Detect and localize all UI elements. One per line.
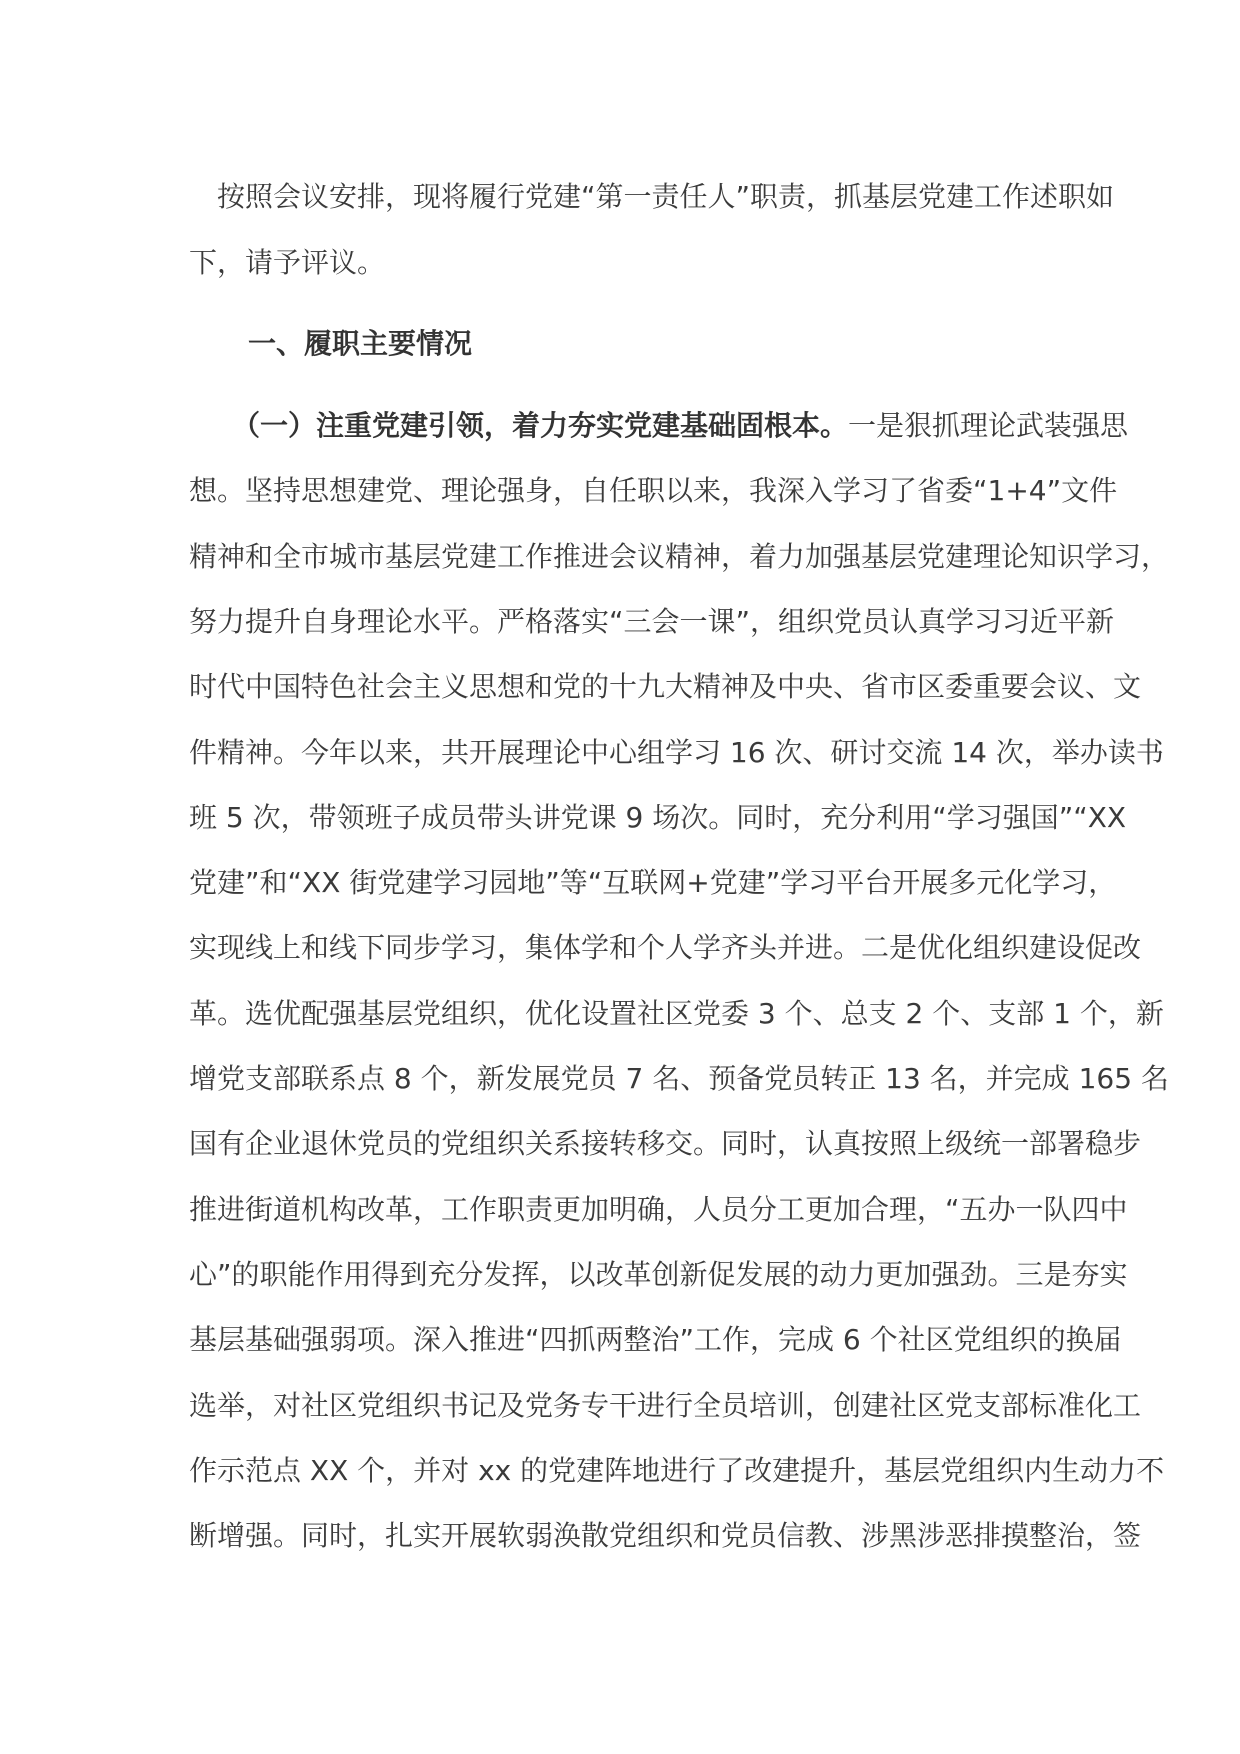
body-line: 班 5 次，带领班子成员带头讲党课 9 场次。同时，充分利用“学习强国”“XX <box>189 800 1127 834</box>
intro-line: 下，请予评议。 <box>189 246 386 279</box>
body-line: 推进街道机构改革，工作职责更加明确，人员分工更加合理，“五办一队四中 <box>189 1192 1128 1226</box>
body-line: 基层基础强弱项。深入推进“四抓两整治”工作，完成 6 个社区党组织的换届 <box>189 1323 1122 1357</box>
body-line: 断增强。同时，扎实开展软弱涣散党组织和党员信教、涉黑涉恶排摸整治，签 <box>189 1519 1142 1553</box>
body-line: 增党支部联系点 8 个，新发展党员 7 名、预备党员转正 13 名，并完成 165 名 <box>189 1062 1169 1095</box>
body-line: 时代中国特色社会主义思想和党的十九大精神及中央、省市区委重要会议、文 <box>189 670 1142 704</box>
body-line: 想。坚持思想建党、理论强身，自任职以来，我深入学习了省委“1+4”文件 <box>189 474 1118 508</box>
body-line: 实现线上和线下同步学习，集体学和个人学齐头并进。二是优化组织建设促改 <box>189 931 1142 965</box>
section-heading: 一、履职主要情况 <box>248 327 473 360</box>
body-text: 一是狠抓理论武装强思 <box>848 409 1129 442</box>
body-line: 党建”和“XX 街党建学习园地”等“互联网+党建”学习平台开展多元化学习， <box>189 866 1117 900</box>
body-line: 心”的职能作用得到充分发挥，以改革创新促发展的动力更加强劲。三是夯实 <box>189 1257 1128 1291</box>
body-line: 精神和全市城市基层党建工作推进会议精神，着力加强基层党建理论知识学习， <box>189 539 1170 573</box>
body-line: 作示范点 XX 个，并对 xx 的党建阵地进行了改建提升，基层党组织内生动力不 <box>189 1453 1165 1487</box>
body-line: 件精神。今年以来，共开展理论中心组学习 16 次、研讨交流 14 次，举办读书 <box>189 735 1164 769</box>
body-line: 努力提升自身理论水平。严格落实“三会一课”，组织党员认真学习习近平新 <box>189 604 1115 638</box>
body-line: 国有企业退休党员的党组织关系接转移交。同时，认真按照上级统一部署稳步 <box>189 1127 1142 1161</box>
intro-line: 按照会议安排，现将履行党建“第一责任人”职责，抓基层党建工作述职如 <box>217 180 1115 213</box>
subsection-title: （一）注重党建引领，着力夯实党建基础固根本。 <box>232 409 849 442</box>
body-line: 革。选优配强基层党组织，优化设置社区党委 3 个、总支 2 个、支部 1 个，新 <box>189 996 1164 1030</box>
body-line: 选举，对社区党组织书记及党务专干进行全员培训，创建社区党支部标准化工 <box>189 1388 1142 1422</box>
subsection-first-line <box>232 406 1129 446</box>
